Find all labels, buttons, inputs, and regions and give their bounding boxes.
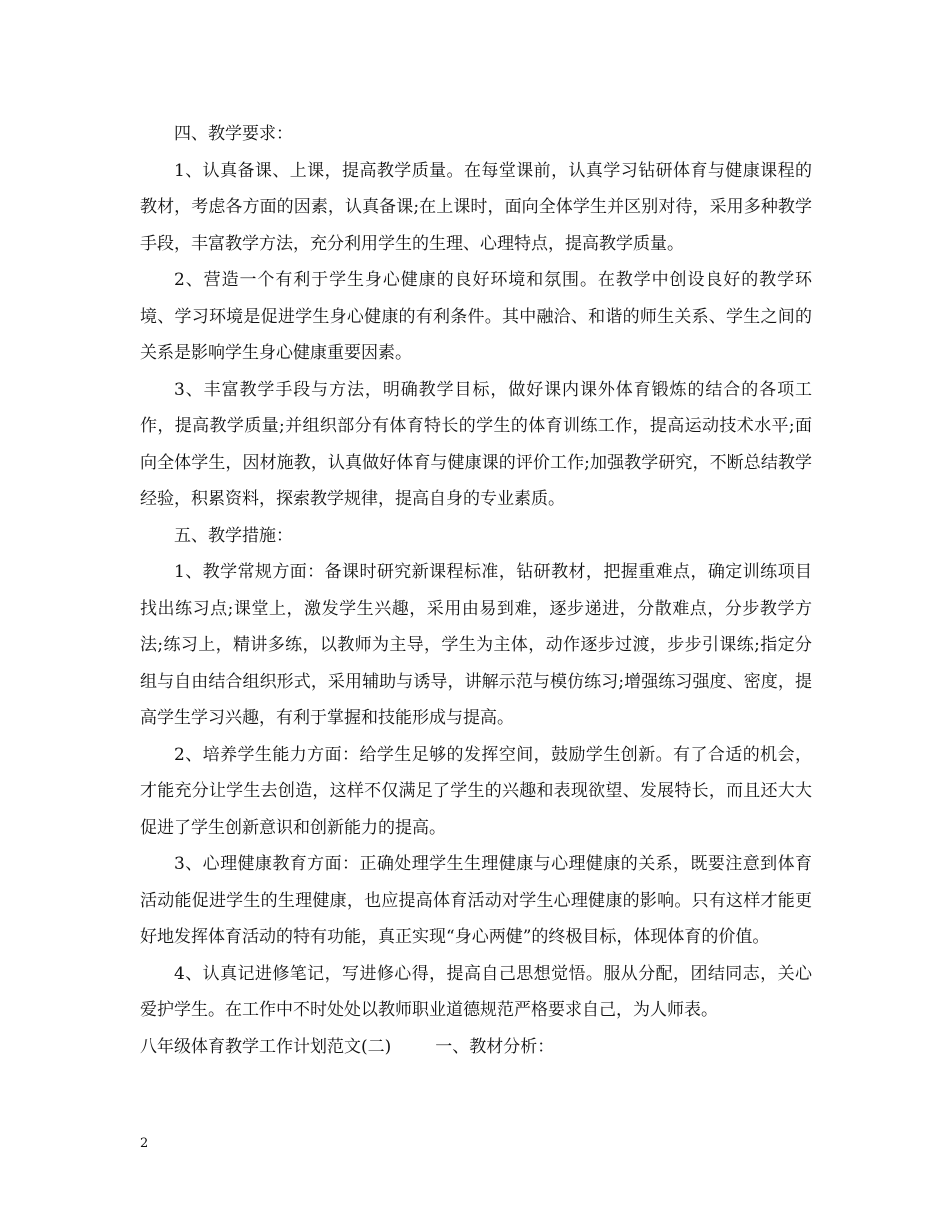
next-document-title: 八年级体育教学工作计划范文(二): [140, 1036, 392, 1057]
page-number: 2: [140, 1136, 149, 1151]
paragraph-requirement-1: 1、认真备课、上课，提高教学质量。在每堂课前，认真学习钻研体育与健康课程的教材，考虑各方面的因素，认真备课;在上课时，面向全体学生并区别对待，采用多种教学手段，丰富教学方法，充分利用学生的生理、心理特点，提高教学质量。: [140, 160, 812, 254]
heading-teaching-requirements: 四、教学要求：: [174, 124, 293, 144]
next-section-heading: 一、教材分析：: [435, 1036, 555, 1057]
paragraph-requirement-3: 3、丰富教学手段与方法，明确教学目标，做好课内课外体育锻炼的结合的各项工作，提高教学质量;并组织部分有体育特长的学生的体育训练工作，提高运动技术水平;面向全体学生，因材施教，认真做好体育与健康课的评价工作;加强教学研究，不断总结教学经验，积累资料，探索教学规律，提高自身的专业素质。: [140, 379, 812, 509]
document-body: [140, 116, 812, 1065]
paragraph-measure-1: 1、教学常规方面：备课时研究新课程标准，钻研教材，把握重难点，确定训练项目找出练习点;课堂上，激发学生兴趣，采用由易到难，逐步递进，分散难点，分步教学方法;练习上，精讲多练，以教师为主导，学生为主体，动作逐步过渡，步步引课练;指定分组与自由结合组织形式，采用辅助与诱导，讲解示范与模仿练习;增强练习强度、密度，提高学生学习兴趣，有利于掌握和技能形成与提高。: [140, 562, 812, 728]
paragraph-requirement-2: 2、营造一个有利于学生身心健康的良好环境和氛围。在教学中创设良好的教学环境、学习环境是促进学生身心健康的有利条件。其中融洽、和谐的师生关系、学生之间的关系是影响学生身心健康重要因素。: [140, 270, 812, 363]
closing-line: [140, 1029, 812, 1066]
heading-teaching-measures: 五、教学措施：: [174, 525, 293, 546]
paragraph-measure-4: 4、认真记进修笔记，写进修心得，提高自己思想觉悟。服从分配，团结同志，关心爱护学生。在工作中不时处处以教师职业道德规范严格要求自己，为人师表。: [140, 963, 812, 1020]
paragraph-measure-2: 2、培养学生能力方面：给学生足够的发挥空间，鼓励学生创新。有了合适的机会，才能充分让学生去创造，这样不仅满足了学生的兴趣和表现欲望、发展特长，而且还大大促进了学生创新意识和创新能力的提高。: [140, 744, 812, 838]
paragraph-measure-3: 3、心理健康教育方面：正确处理学生生理健康与心理健康的关系，既要注意到体育活动能促进学生的生理健康，也应提高体育活动对学生心理健康的影响。只有这样才能更好地发挥体育活动的特有功能，真正实现“身心两健”的终极目标，体现体育的价值。: [140, 854, 812, 947]
